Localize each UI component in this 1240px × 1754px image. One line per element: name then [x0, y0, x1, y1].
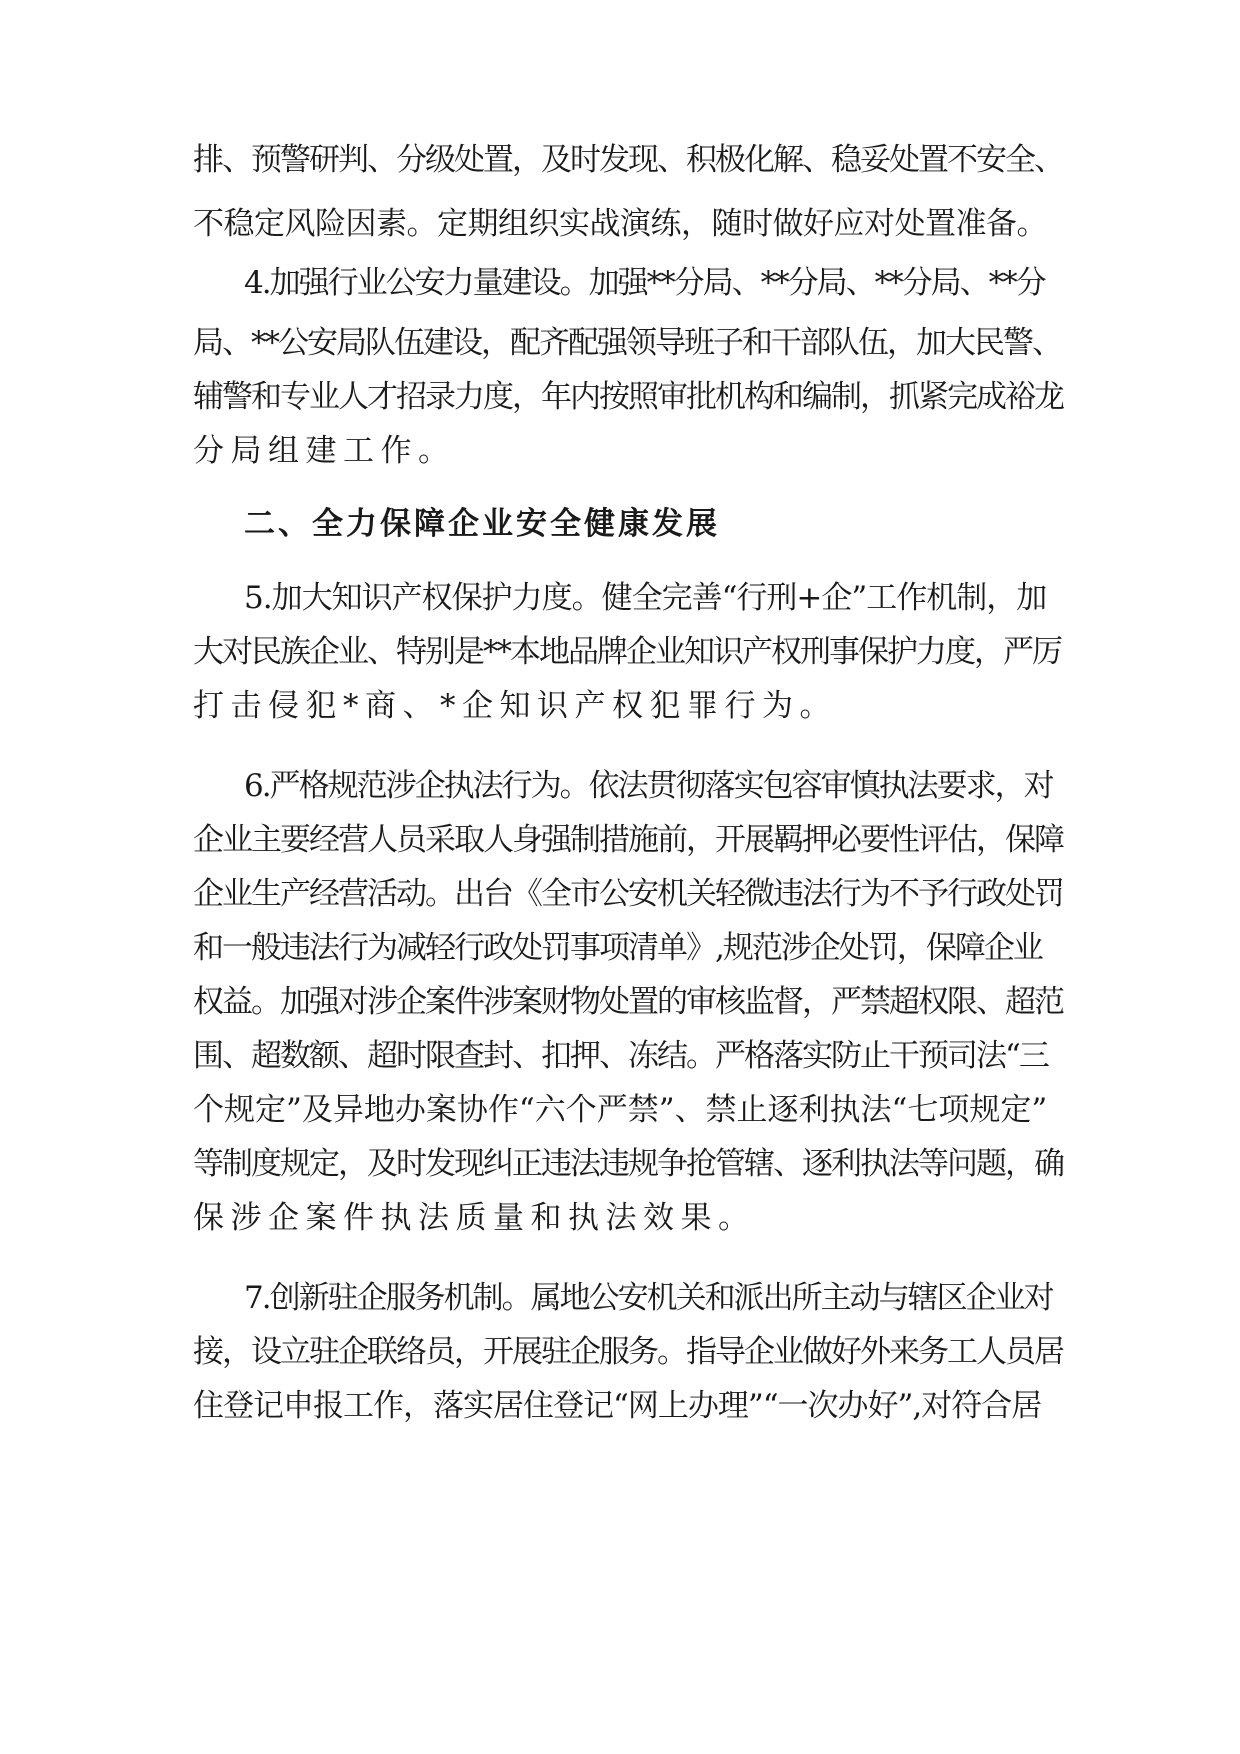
paragraph-line: 个规定”及异地办案协作“六个严禁”、禁止逐利执法“七项规定”	[193, 1092, 1048, 1128]
paragraph-line: 接，设立驻企联络员，开展驻企服务。指导企业做好外来务工人员居	[193, 1334, 1063, 1370]
paragraph-line: 围、超数额、超时限查封、扣押、冻结。严格落实防止干预司法“三	[193, 1038, 1048, 1074]
paragraph-line: 不稳定风险因素。定期组织实战演练，随时做好应对处置准备。	[193, 206, 1047, 242]
paragraph-line: 7.创新驻企服务机制。属地公安机关和派出所主动与辖区企业对	[244, 1280, 1053, 1316]
paragraph-line: 住登记申报工作，落实居住登记“网上办理”“一次办好”,对符合居	[193, 1388, 1042, 1424]
section-heading: 二、全力保障企业安全健康发展	[244, 506, 720, 542]
paragraph-line: 排、预警研判、分级处置，及时发现、积极化解、稳妥处置不安全、	[193, 142, 1063, 178]
paragraph-line: 等制度规定，及时发现纠正违法违规争抢管辖、逐利执法等问题，确	[193, 1146, 1063, 1182]
paragraph-line: 打击侵犯*商、*企知识产权犯罪行为。	[193, 688, 837, 724]
paragraph-line: 大对民族企业、特别是**本地品牌企业知识产权刑事保护力度，严厉	[193, 634, 1061, 670]
paragraph-line: 权益。加强对涉企案件涉案财物处置的审核监督，严禁超权限、超范	[193, 984, 1063, 1020]
paragraph-line: 企业主要经营人员采取人身强制措施前，开展羁押必要性评估，保障	[193, 822, 1063, 858]
paragraph-line: 和一般违法行为减轻行政处罚事项清单》,规范涉企处罚，保障企业	[193, 930, 1042, 966]
paragraph-line: 企业生产经营活动。出台《全市公安机关轻微违法行为不予行政处罚	[193, 876, 1063, 912]
paragraph-line: 辅警和专业人才招录力度，年内按照审批机构和编制，抓紧完成裕龙	[193, 379, 1063, 415]
paragraph-line: 5.加大知识产权保护力度。健全完善“行刑+企”工作机制，加	[244, 580, 1047, 616]
paragraph-line: 6.严格规范涉企执法行为。依法贯彻落实包容审慎执法要求，对	[244, 768, 1053, 804]
paragraph-line: 保涉企案件执法质量和执法效果。	[193, 1200, 756, 1236]
paragraph-line: 4.加强行业公安力量建设。加强**分局、**分局、**分局、**分	[244, 265, 1045, 301]
paragraph-line: 局、**公安局队伍建设，配齐配强领导班子和干部队伍，加大民警、	[193, 325, 1061, 361]
paragraph-line: 分局组建工作。	[193, 433, 456, 469]
